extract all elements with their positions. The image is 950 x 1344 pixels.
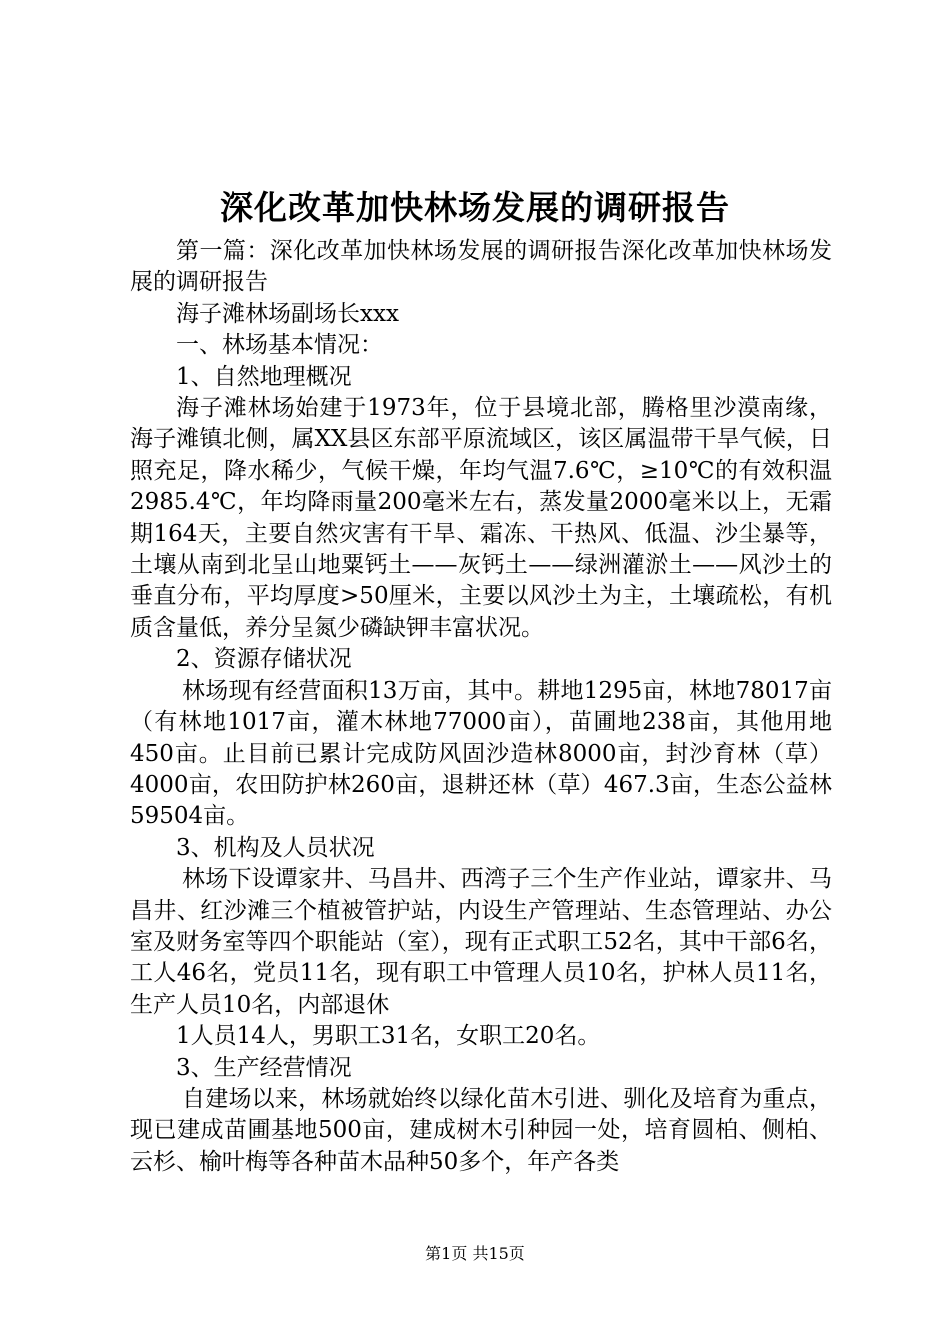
document-title: 深化改革加快林场发展的调研报告: [220, 188, 730, 227]
paragraph: 自建场以来，林场就始终以绿化苗木引进、驯化及培育为重点，现已建成苗圃基地500亩，建成树木引种园一处，培育圆柏、侧柏、云杉、榆叶梅等各种苗木品种50多个，年产各类: [130, 1085, 832, 1175]
subsection-heading: 2、资源存储状况: [176, 646, 352, 673]
paragraph-author: 海子滩林场副场长xxx: [176, 300, 399, 327]
subsection-heading: 3、生产经营情况: [176, 1054, 352, 1081]
paragraph: 林场现有经营面积13万亩，其中。耕地1295亩，林地78017亩（有林地1017亩，灌木林地77000亩），苗圃地238亩，其他用地450亩。止目前已累计完成防风固沙造林8000亩，封沙育林（草）4000亩，农田防护林260亩，退耕还林（草）467.3亩，生态公益林59504亩。: [130, 677, 832, 830]
document-body: [130, 236, 832, 1178]
section-heading: 一、林场基本情况：: [176, 332, 383, 359]
paragraph: 1人员14人，男职工31名，女职工20名。: [176, 1023, 601, 1050]
subsection-heading: 3、机构及人员状况: [176, 834, 375, 861]
paragraph: 林场下设谭家井、马昌井、西湾子三个生产作业站，谭家井、马昌井、红沙滩三个植被管护站，内设生产管理站、生态管理站、办公室及财务室等四个职能站（室），现有正式职工52名，其中干部6名，工人46名，党员11名，现有职工中管理人员10名，护林人员11名，生产人员10名，内部退休: [130, 866, 832, 1018]
subsection-heading: 1、自然地理概况: [176, 363, 352, 390]
page-number-footer: 第1页 共15页: [425, 1244, 525, 1263]
paragraph: 海子滩林场始建于1973年，位于县境北部，腾格里沙漠南缘，海子滩镇北侧，属XX县区东部平原流域区，该区属温带干旱气候，日照充足，降水稀少，气候干燥，年均气温7.6℃，≥10℃的有效积温2985.4℃，年均降雨量200毫米左右，蒸发量2000毫米以上，无霜期164天，主要自然灾害有干旱、霜冻、干热风、低温、沙尘暴等，土壤从南到北呈山地粟钙土——灰钙土——绿洲灌淤土——风沙土的垂直分布，平均厚度>50厘米，主要以风沙土为主，土壤疏松，有机质含量低，养分呈氮少磷缺钾丰富状况。: [130, 395, 832, 641]
paragraph-intro: 第一篇：深化改革加快林场发展的调研报告深化改革加快林场发展的调研报告: [130, 238, 832, 296]
